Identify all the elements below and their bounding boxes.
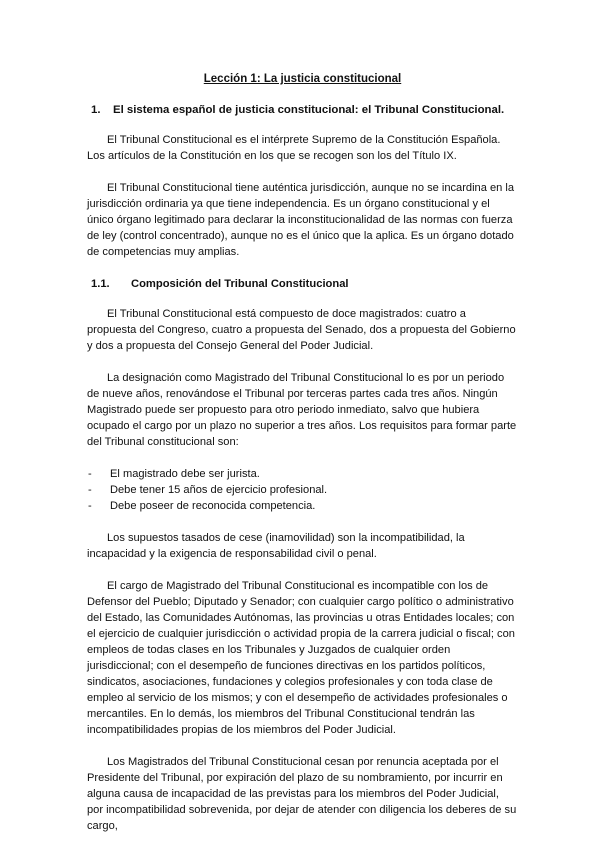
section-1-title: El sistema español de justicia constitucional: el Tribunal Constitucional. — [113, 104, 505, 116]
paragraph-cessation-causes: Los Magistrados del Tribunal Constitucional cesan por renuncia aceptada por el Presidente del Tribunal, por expiración del plazo de su nombramiento, por incurrir en alguna causa de incapacidad de las previstas para los miembros del Poder Judicial, por incompatibilidad sobrevenida, por dejar de atender con diligencia los deberes de su cargo, — [87, 756, 517, 832]
list-item — [87, 498, 518, 514]
requirements-list — [87, 466, 518, 514]
paragraph-composition-1: El Tribunal Constitucional está compuesto de doce magistrados: cuatro a propuesta del Congreso, cuatro a propuesta del Senado, dos a propuesta del Gobierno y dos a propuesta del Consejo General del Poder Judicial. — [87, 308, 516, 352]
section-1-1-heading — [87, 276, 518, 292]
paragraph-intro-2: El Tribunal Constitucional tiene auténtica jurisdicción, aunque no se incardina en la jurisdicción ordinaria ya que tiene independencia. Es un órgano constitucional y el único órgano legitimado para declarar la inconstitucionalidad de las normas con fuerza de ley (control concentrado), aunque no es el único que la aplica. Es un órgano dotado de competencias muy amplias. — [87, 182, 515, 258]
paragraph-composition-2: La designación como Magistrado del Tribunal Constitucional lo es por un periodo de nueve años, renovándose el Tribunal por terceras partes cada tres años. Ningún Magistrado puede ser propuesto para otro periodo inmediato, salvo que hubiera ocupado el cargo por un plazo no superior a tres años. Los requisitos para formar parte del Tribunal constitucional son: — [87, 372, 517, 448]
list-bullet: - — [88, 484, 92, 496]
paragraph-intro-1: El Tribunal Constitucional es el intérprete Supremo de la Constitución Española. Los artículos de la Constitución en los que se recogen son los del Título IX. — [87, 134, 501, 162]
paragraph-cese: Los supuestos tasados de cese (inamovilidad) son la incompatibilidad, la incapacidad y la exigencia de responsabilidad civil o penal. — [87, 532, 465, 560]
section-1-1-title: Composición del Tribunal Constitucional — [131, 278, 349, 290]
paragraph-incompatibilities: El cargo de Magistrado del Tribunal Constitucional es incompatible con los de Defensor del Pueblo; Diputado y Senador; con cualquier cargo político o administrativo del Estado, las Comunidades Autónomas, las provincias u otras Entidades locales; con el ejercicio de cualquier jurisdicción o actividad propia de la carrera judicial o fiscal; con empleos de todas clases en los Tribunales y Juzgados de cualquier orden jurisdiccional; con el desempeño de funciones directivas en los partidos políticos, sindicatos, asociaciones, fundaciones y colegios profesionales y con toda clase de empleo al servicio de los mismos; y con el desempeño de actividades profesionales o mercantiles. En lo demás, los miembros del Tribunal Constitucional tendrán las incompatibilidades propias de los miembros del Poder Judicial. — [87, 580, 515, 736]
section-1-1-number: 1.1. — [91, 278, 110, 290]
list-item-text: Debe poseer de reconocida competencia. — [110, 500, 316, 512]
list-item — [87, 466, 518, 482]
list-item — [87, 482, 518, 498]
list-bullet: - — [88, 468, 92, 480]
list-bullet: - — [88, 500, 92, 512]
list-item-text: El magistrado debe ser jurista. — [110, 468, 260, 480]
document-title: Lección 1: La justicia constitucional — [203, 73, 402, 85]
section-1-heading — [87, 102, 518, 118]
section-1-number: 1. — [91, 104, 101, 116]
list-item-text: Debe tener 15 años de ejercicio profesional. — [110, 484, 328, 496]
